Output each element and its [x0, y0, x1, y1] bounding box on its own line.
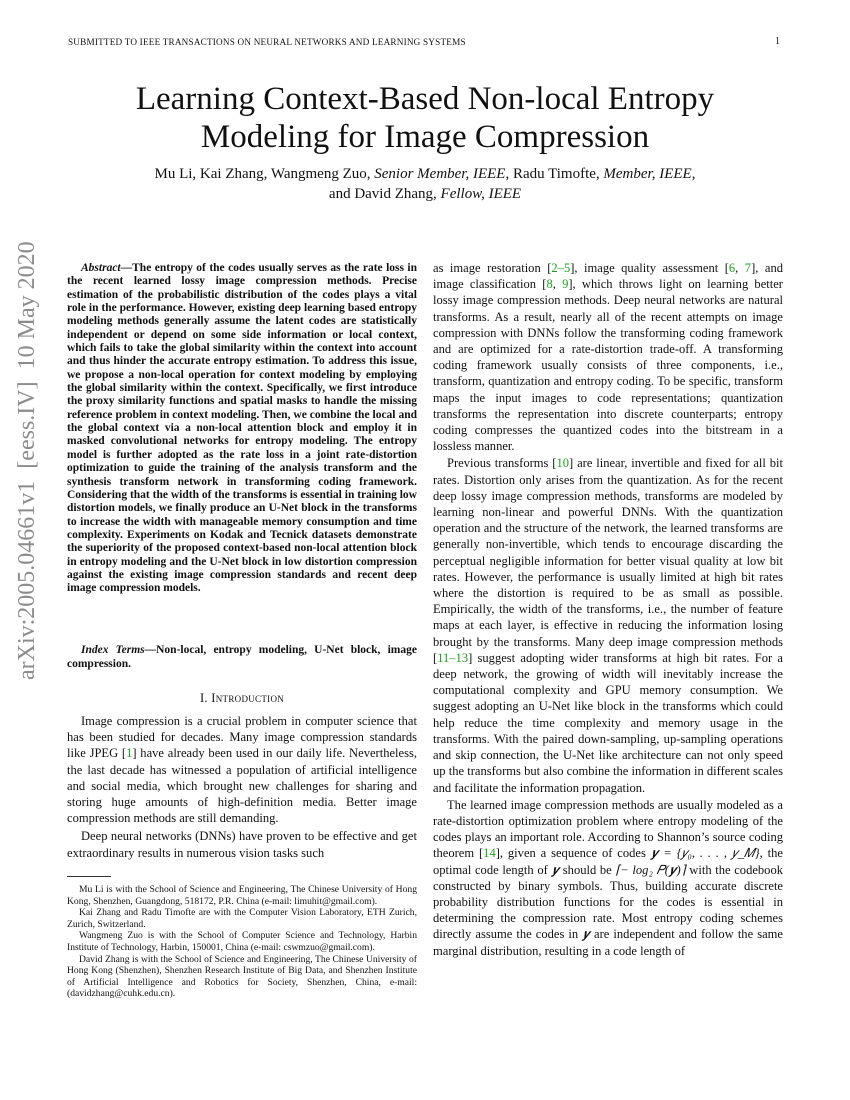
- citation-link[interactable]: 10: [556, 456, 570, 471]
- text-run: as image restoration [: [433, 261, 552, 275]
- index-terms: [67, 644, 417, 671]
- author-sep: ,: [691, 166, 696, 182]
- intro-paragraph-2: Deep neural networks (DNNs) have proven to be effective and get extraordinary results in numerous vision tasks such: [67, 829, 417, 860]
- author-grade-1: Senior Member, IEEE: [374, 166, 506, 182]
- index-terms-label: Index Terms: [81, 644, 145, 656]
- math-inline: 𝒚: [582, 927, 590, 942]
- abstract: [67, 262, 417, 596]
- text-run: Previous transforms [: [447, 456, 557, 471]
- text-run: are independent and follow the same marginal distribution, resulting in a code length of: [433, 927, 783, 958]
- intro-paragraph-1: [67, 713, 417, 826]
- author-grade-2: Member, IEEE: [603, 166, 692, 182]
- citation-link[interactable]: 6: [728, 261, 736, 275]
- text-run: Image compression is a crucial problem in computer science that has been studied for decades. Many image compression standards like JPEG [: [67, 714, 417, 761]
- citation-link[interactable]: 7: [744, 261, 752, 275]
- footnote-3: Wangmeng Zuo is with the School of Computer Science and Technology, Harbin Institute of Technology, Harbin, 150001, China (e-mail: cswmzuo@gmail.com).: [67, 930, 417, 953]
- abstract-label: Abstract: [81, 262, 121, 274]
- math-inline: ⌈− log₂ 𝑃(𝒚)⌉: [615, 862, 686, 877]
- text-run: ,: [552, 277, 563, 292]
- text-run: ], given a sequence of codes: [495, 846, 651, 861]
- citation-link[interactable]: 11–13: [437, 650, 469, 665]
- citation-link[interactable]: 8: [546, 277, 553, 292]
- text-run: ], and image classification [: [433, 261, 783, 292]
- citation-link[interactable]: 1: [126, 746, 133, 761]
- text-run: ] have already been used in our daily life. Nevertheless, the last decade has witnessed a population of artificial intelligence and social media, which brought new challenges for sharing and storing huge amounts of high-definition media. Better image compression methods are still demanding.: [67, 746, 417, 826]
- section-numeral: I.: [199, 691, 212, 705]
- authors-line-1: [60, 164, 790, 184]
- running-head: SUBMITTED TO IEEE TRANSACTIONS ON NEURAL NETWORKS AND LEARNING SYSTEMS: [68, 37, 466, 47]
- citation-link[interactable]: 14: [483, 846, 496, 861]
- math-inline: 𝒚 = {𝑦₀, . . . , 𝑦_𝑀}: [650, 846, 760, 861]
- text-run: should be: [559, 862, 616, 877]
- index-terms-text: —Non-local, entropy modeling, U-Net block, image compression.: [67, 644, 417, 670]
- title-line-2: Modeling for Image Compression: [200, 119, 650, 155]
- right-paragraph-2: [433, 455, 783, 795]
- text-run: ,: [735, 261, 745, 275]
- title-line-1: Learning Context-Based Non-local Entropy: [135, 81, 715, 117]
- paper-title: [60, 80, 790, 156]
- section-title: Introduction: [211, 691, 285, 705]
- text-run: ] are linear, invertible and fixed for all bit rates. Distortion only arises from the quantization. As for the recent deep lossy image compression methods, transforms are modeled by learning non-linear and powerful DNNs. With the quantization operation and the structure of the network, the learned transforms are generally non-invertible, which tends to encourage discarding the perceptual negligible information for better visual quality at low bit rates. However, the performance is usually limited at high bit rates where the distortion is required to be as small as possible. Empirically, the width of the transforms, i.e., the number of feature maps at each layer, is effective in reducing the information losing brought by the transforms. Many deep image compression methods [: [433, 456, 783, 665]
- author-names-2: , Radu Timofte,: [505, 166, 604, 182]
- citation-link[interactable]: 9: [562, 277, 569, 292]
- footnote-1: Mu Li is with the School of Science and Engineering, The Chinese University of Hong Kong, Shenzhen, Guangdong, 518172, P.R. China (e-mail: limuhit@gmail.com).: [67, 884, 417, 907]
- text-run: with the codebook constructed by binary symbols. Thus, building accurate discrete probability distribution functions for the codes is essential in determining the compression rate. Most entropy coding schemes directly assume the codes in: [433, 862, 783, 942]
- author-grade-3: Fellow, IEEE: [440, 186, 522, 202]
- text-run: The learned image compression methods are usually modeled as a rate-distortion optimization problem where entropy modeling of the codes plays an important role. According to Shannon’s source coding theorem [: [433, 797, 783, 861]
- text-run: , the optimal code length of: [433, 846, 783, 877]
- abstract-text: —The entropy of the codes usually serves as the rate loss in the recent learned lossy image compression methods. Precise estimation of the probabilistic distribution of the codes plays a vital role in the performance. However, existing deep learning based entropy modeling methods generally assume the latent codes are statistically independent or depend on some side information or local context, which fails to take the global similarity within the context into account and thus hinder the accurate entropy estimation. To address this issue, we propose a non-local operation for context modeling by employing the global similarity within the context. Specifically, we first introduce the proxy similarity functions and spatial masks to handle the missing reference problem in context modeling. Then, we combine the local and the global context via a non-local attention block and employ it in masked convolutional networks for entropy modeling. The entropy model is further adopted as the rate loss in a joint rate-distortion optimization to guide the training of the analysis transform and the synthesis transform network in transforming coding framework. Considering that the width of the transforms is essential in training low distortion models, we finally produce an U-Net block in the transforms to increase the width with manageable memory consumption and time complexity. Experiments on Kodak and Tecnick datasets demonstrate the superiority of the proposed context-based non-local attention block in entropy modeling and the U-Net block in low distortion compression against the existing image compression standards and recent deep image compression models.: [67, 262, 417, 595]
- footnote-rule: [67, 876, 111, 877]
- arxiv-stamp: [14, 241, 42, 708]
- section-heading-introduction: [67, 691, 417, 706]
- text-run: ], image quality assessment [: [570, 261, 729, 275]
- right-paragraph-1: [433, 260, 783, 454]
- footnote-2: Kai Zhang and Radu Timofte are with the Computer Vision Laboratory, ETH Zurich, Zurich, Switzerland.: [67, 907, 417, 930]
- author-list: [60, 164, 790, 204]
- author-names-3: and David Zhang,: [328, 186, 441, 202]
- authors-line-2: [60, 184, 790, 204]
- right-paragraph-3: [433, 797, 783, 959]
- page-number: 1: [775, 36, 780, 47]
- intro-left-column: [67, 713, 417, 861]
- author-names-1: Mu Li, Kai Zhang, Wangmeng Zuo,: [154, 166, 375, 182]
- right-column: [433, 260, 783, 959]
- citation-link[interactable]: 2–5: [551, 261, 571, 275]
- text-run: ], which throws light on learning better lossy image compression methods. Deep neural networks are natural transforms. As a result, nearly all of the recent attempts on image compression with DNNs follow the transforming coding framework and are optimized for a rate-distortion trade-off. A transforming coding framework usually consists of three components, i.e., transform, quantization and entropy coding. To be specific, transform maps the input images to code representations; quantization transforms the representation into discrete counterparts; entropy coding compresses the quantized codes into the bitstream in a lossless manner.: [433, 277, 783, 454]
- footnote-4: David Zhang is with the School of Science and Engineering, The Chinese University of Hong Kong (Shenzhen), Shenzhen Research Institute of Big Data, and Shenzhen Institute of Artificial Intelligence and Robotics for Society, Shenzhen, China, e-mail: (davidzhang@cuhk.edu.cn).: [67, 953, 417, 1000]
- math-inline: 𝒚: [551, 862, 560, 877]
- arxiv-stamp-text: arXiv:2005.04661v1 [eess.IV] 10 May 2020: [14, 241, 40, 680]
- footnotes: [67, 884, 417, 1000]
- text-run: ] suggest adopting wider transforms at high bit rates. For a deep network, the growing of width will inevitably increase the computational complexity and GPU memory consumption. We suggest adopting an U-Net like block in the transforms which could help reduce the time complexity and memory usage in the transforms. With the paired down-sampling, up-sampling operations and skip connection, the U-Net like architecture can not only speed up the transforms but also combine the information in different scales and facilitate the information propagation.: [433, 650, 783, 795]
